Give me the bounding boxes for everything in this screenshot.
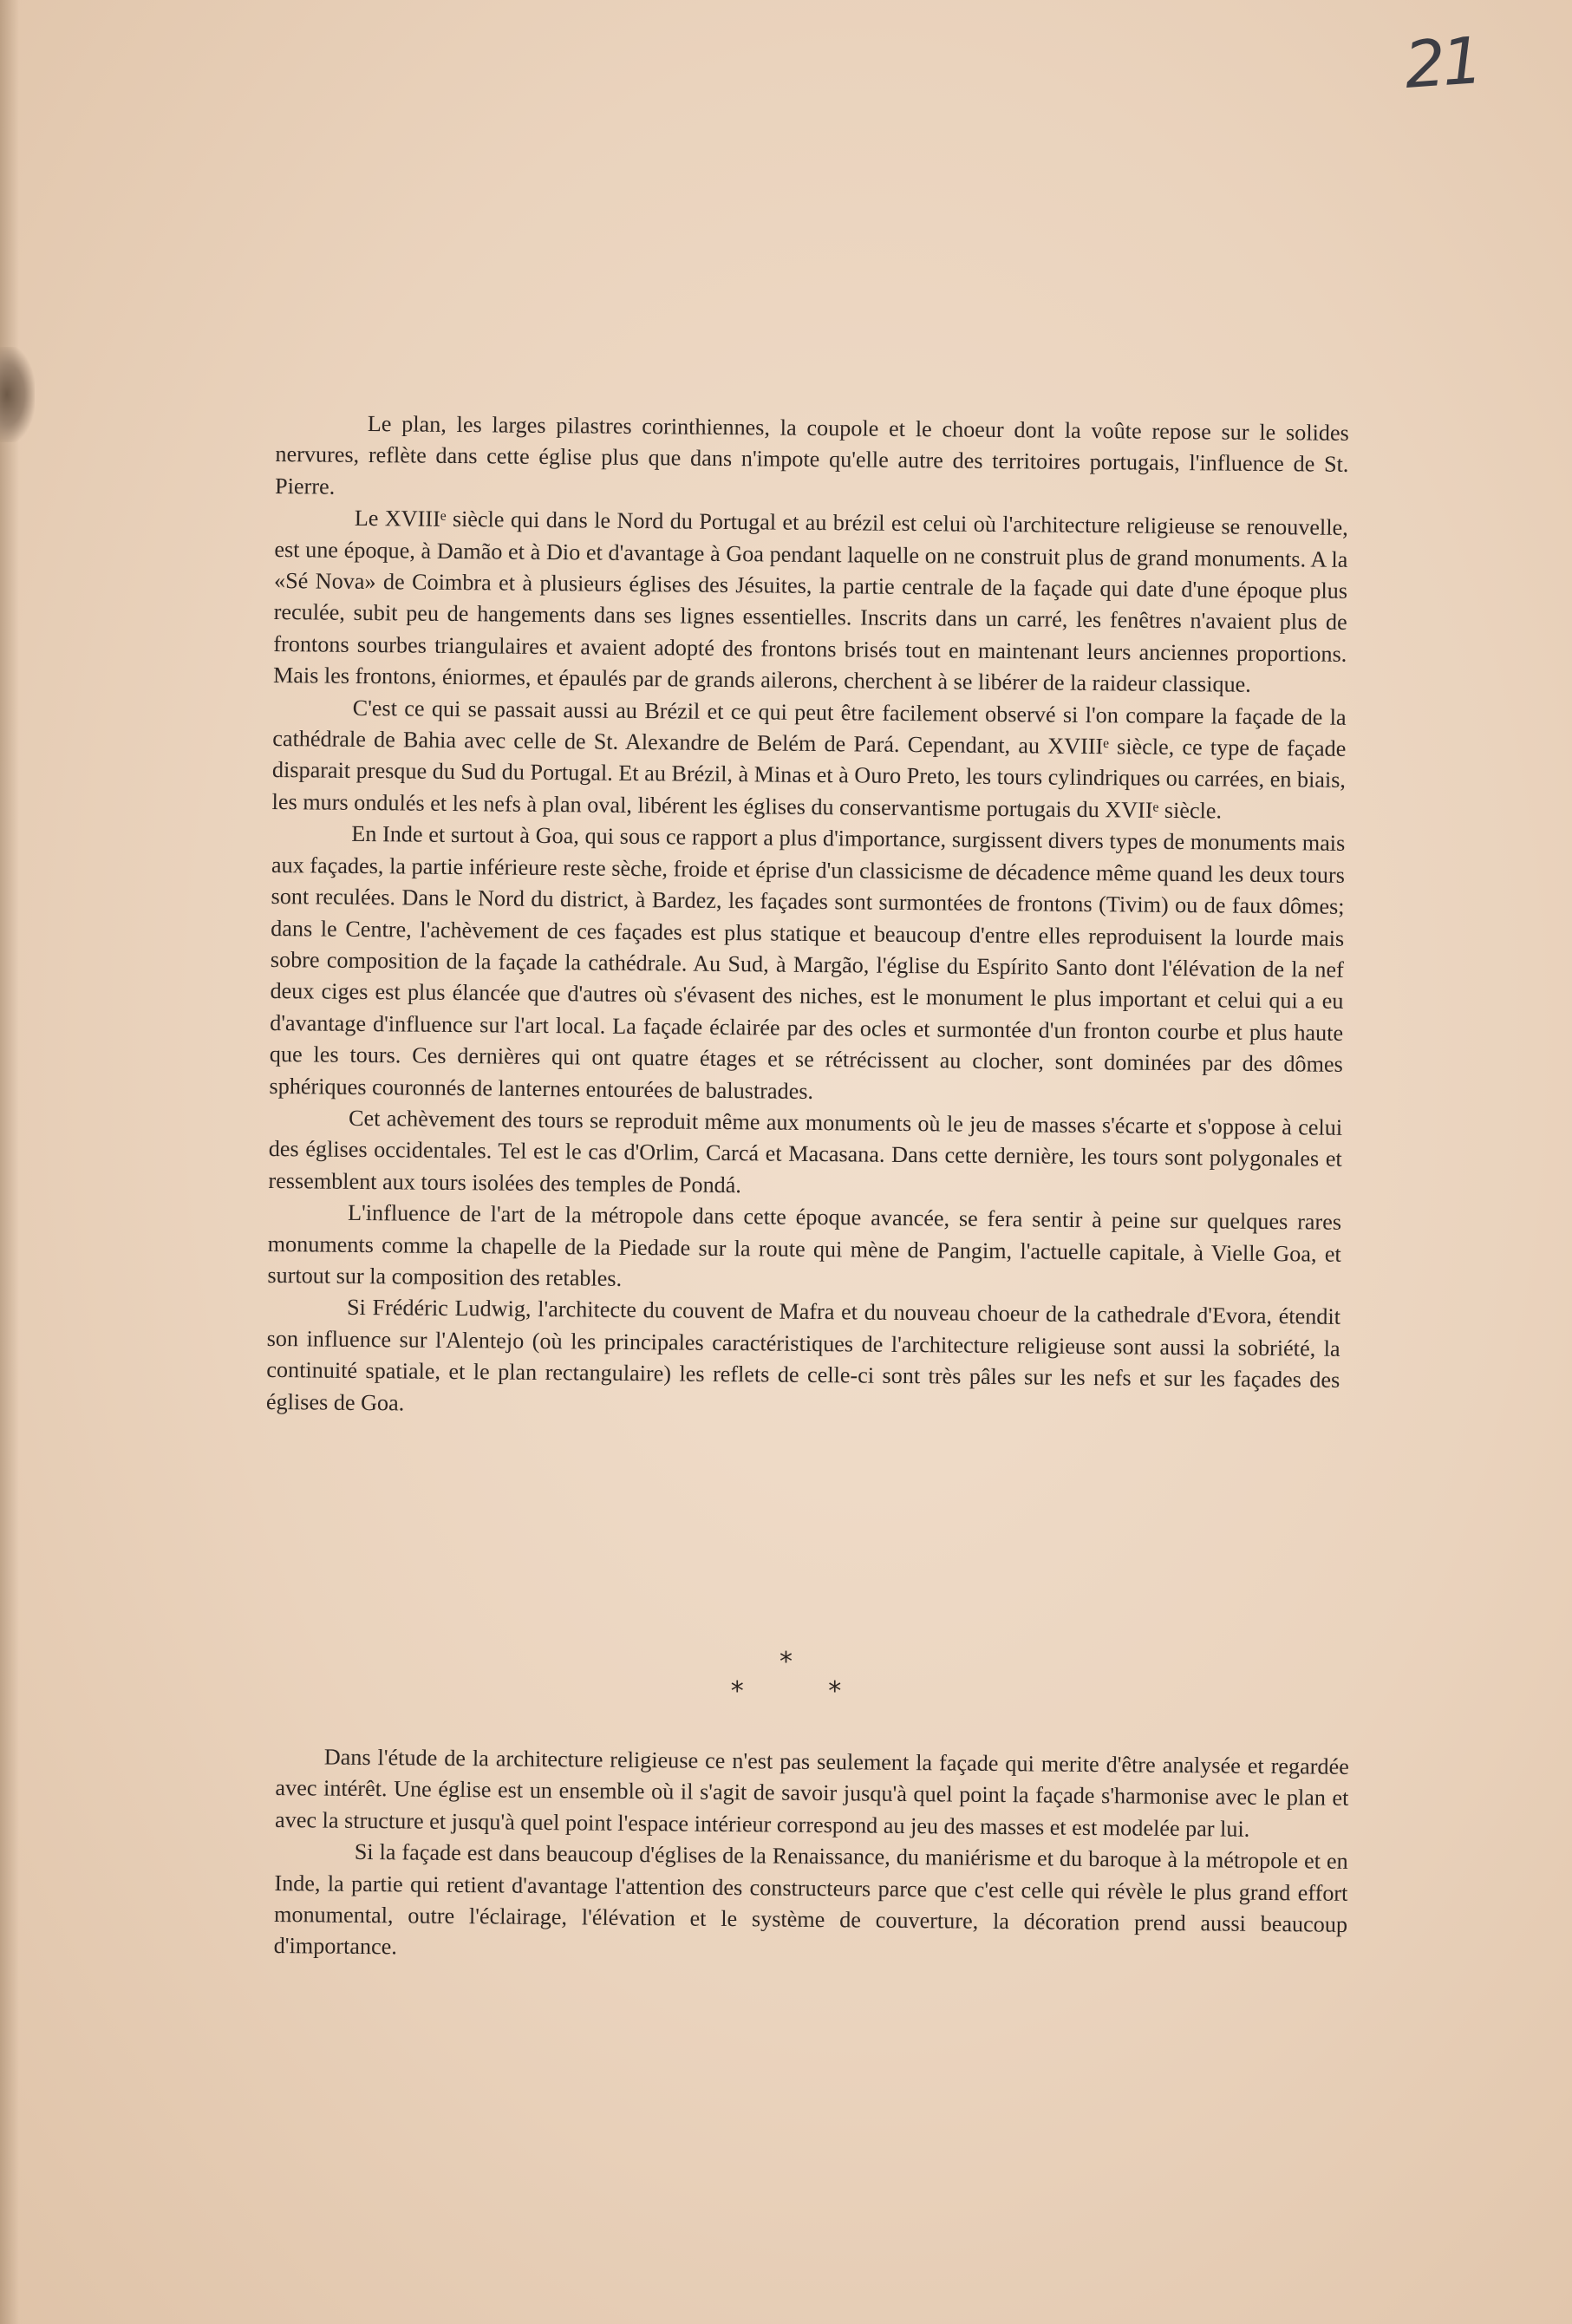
paragraph: Le XVIIIᵉ siècle qui dans le Nord du Portugal et au brézil est celui où l'architecture religieuse se renouvelle, est une époque, à Damão et à Dio et d'avantage à Goa pendant laquelle on ne construit plus de grand monuments. A la «Sé Nova» de Coimbra et à plusieurs églises des Jésuites, la partie centrale de la façade qui date d'une époque plus reculée, subit peu de hangements dans ses lignes essentielles. Inscrits dans un carré, les fenêtres n'avaient plus de frontons sourbes triangulaires et avaient adopté des frontons brisés tout en maintenant leurs anciennes proportions. Mais les frontons, éniormes, et épaulés par de grands ailerons, cherchent à se libérer de la raideur classique. <box>272 506 1348 698</box>
asterisk-bottom: * * <box>730 1676 880 1707</box>
binding-stain <box>0 347 35 442</box>
main-text <box>266 408 1349 1428</box>
paragraph: En Inde et surtout à Goa, qui sous ce rapport a plus d'importance, surgissent divers types de monuments mais aux façades, la partie inférieure reste sèche, froide et éprise d'un classicisme de décadence même quand les deux tours sont reculées. Dans le Nord du district, à Bardez, les façades sont surmontées de frontons (Tivim) ou de faux dômes; dans le Centre, l'achèvement de ces façades est plus statique et beaucoup d'entre elles reproduisent la lourde mais sobre composition de la façade la cathédrale. Au Sud, à Margão, l'église du Espírito Santo dont l'élévation de la nef deux ciges est plus élancée que d'autres où s'évasent des niches, est le monument le plus important et celui qui a eu d'avantage d'influence sur l'art local. La façade éclairée par des ocles et surmontée d'un fronton courbe et plus haute que les tours. Ces dernières qui ont quatre étages et se rétrécissent au clocher, sont dominées par des dômes sphériques couronnés de lanternes entourées de balustrades. <box>269 821 1346 1104</box>
asterisk-top: * <box>779 1647 793 1677</box>
paragraph: Si Frédéric Ludwig, l'architecte du couvent de Mafra et du nouveau choeur de la cathedrale d'Evora, étendit son influence sur l'Alentejo (où les principales caractéristiques de l'architecture religieuse sont aussi la sobriété, la continuité spatiale, et le plan rectangulaire) les reflets de celle-ci sont très pâles sur les nefs et sur les façades des églises de Goa. <box>265 1295 1341 1416</box>
paragraph: L'influence de l'art de la métropole dans cette époque avancée, se fera sentir à peine sur quelques rares monuments comme la chapelle de la Piedade sur la route qui mène de Pangim, l'actuelle capitale, à Vielle Goa, et surtout sur la composition des retables. <box>267 1199 1342 1291</box>
paragraph: C'est ce qui se passait aussi au Brézil et ce qui peut être facilement observé si l'on compare la façade de la cathédrale de Bahia avec celle de St. Alexandre de Belém de Pará. Cependant, au XVIIIᵉ siècle, ce type de façade disparait presque du Sud du Portugal. Et au Brézil, à Minas et à Ouro Preto, les tours cylindriques ou carrées, en biais, les murs ondulés et les nefs à plan oval, libérent les églises du conservantisme portugais du XVIIᵉ siècle. <box>271 695 1347 824</box>
handwritten-page-number: 21 <box>1402 23 1483 103</box>
section-separator <box>0 1648 1572 1707</box>
paragraph: Si la façade est dans beaucoup d'églises de la Renaissance, du maniérisme et du baroque à la métropole et en Inde, la partie qui retient d'avantage l'attention des constructeurs parce que c'est celle qui révèle le plus grand effort monumental, outre l'éclairage, l'élévation et le système de couverture, la décoration prend aussi beaucoup d'importance. <box>273 1839 1348 1960</box>
paragraph: Cet achèvement des tours se reproduit même aux monuments où le jeu de masses s'écarte et s'oppose à celui des églises occidentales. Tel est le cas d'Orlim, Carcá et Macasana. Dans cette dernière, les tours sont polygonales et ressemblent aux tours isolées des temples de Pondá. <box>268 1105 1343 1198</box>
paragraph: Dans l'étude de la architecture religieuse ce n'est pas seulement la façade qui merite d'être analysée et regardée avec intérêt. Une église est un ensemble où il s'agit de savoir jusqu'à quel point la façade s'harmonise avec le plan et avec la structure et jusqu'à quel point l'espace intérieur correspond au jeu des masses et est modelée par lui. <box>274 1744 1349 1842</box>
section-2-text <box>274 1741 1349 1973</box>
paragraph: Le plan, les larges pilastres corinthiennes, la coupole et le choeur dont la voûte repose sur le solides nervures, reflète dans cette église plus que dans n'impote qu'elle autre des territoires portugais, l'influence de St. Pierre. <box>274 411 1349 499</box>
